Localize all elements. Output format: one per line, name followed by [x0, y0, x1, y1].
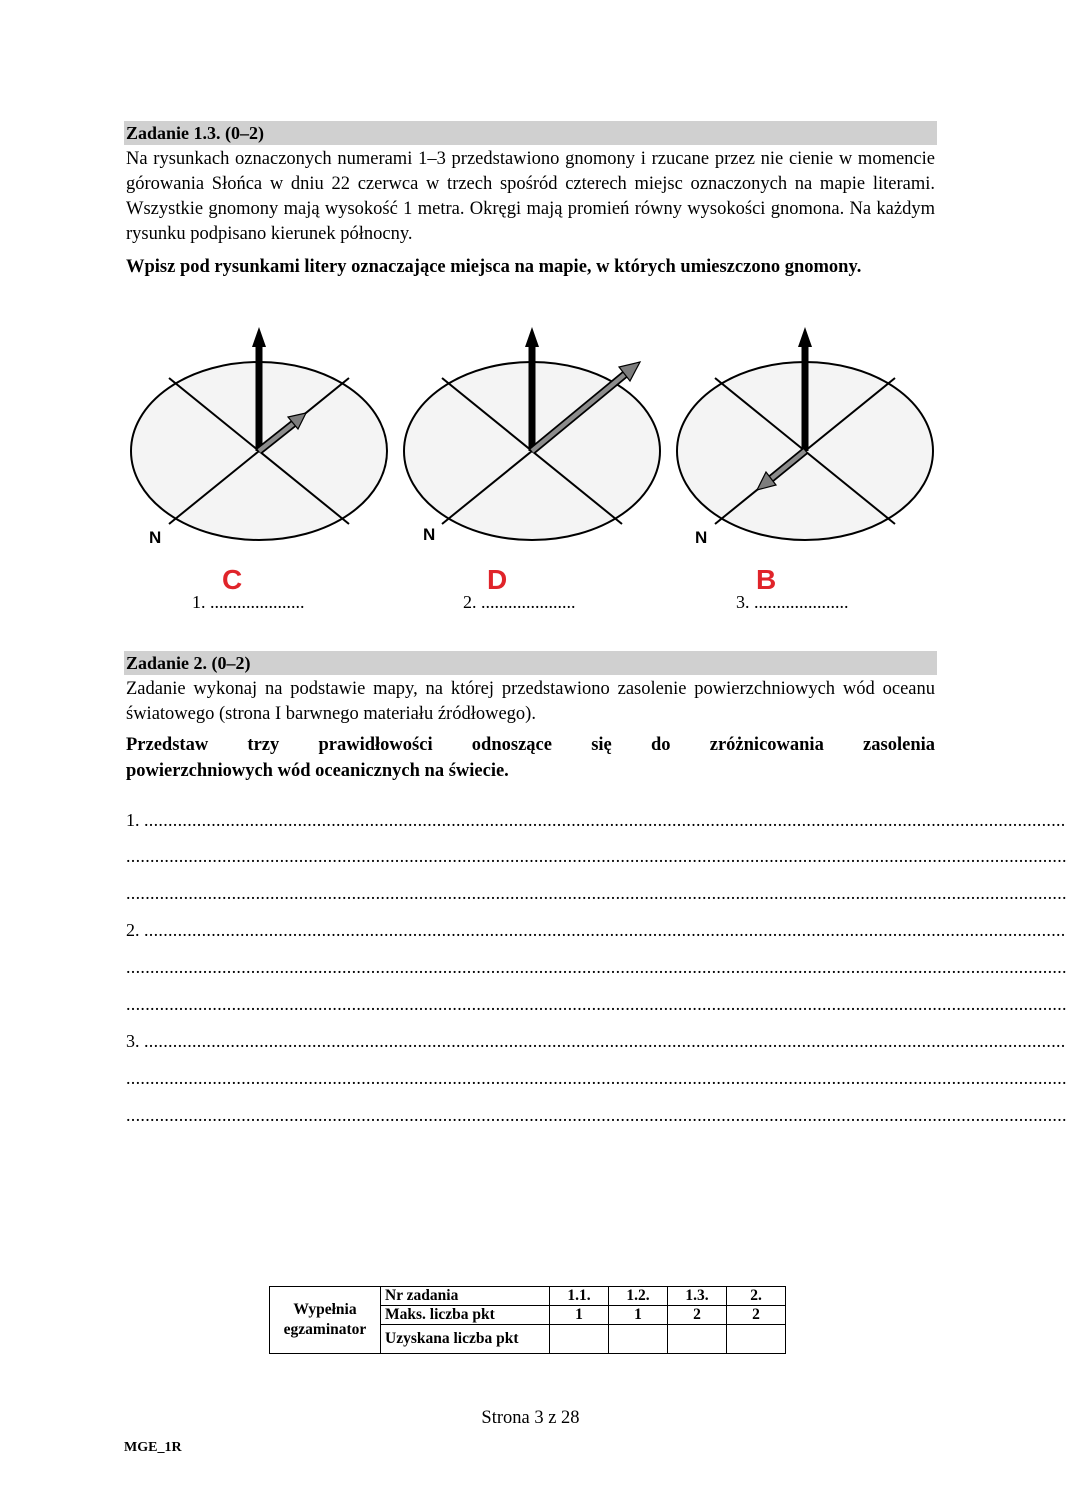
row-task-label: Nr zadania [381, 1287, 550, 1306]
task-number-cell: 2. [727, 1287, 786, 1306]
answer-line-3c[interactable]: .................................................................................................................................................................................................... [126, 1105, 1067, 1125]
answer-slot-3[interactable]: 3. ..................... [736, 592, 849, 612]
got-points-cell[interactable] [609, 1325, 668, 1354]
score-table-who: Wypełnia egzaminator [270, 1287, 381, 1354]
answer-letter-1: C [222, 564, 243, 595]
task-2-instruction-line-1: Przedstaw trzy prawidłowości odnoszące się do zróżnicowania zasolenia [126, 735, 935, 755]
answer-line-2c[interactable]: .................................................................................................................................................................................................... [126, 994, 1067, 1014]
answer-number-1: 1. [126, 810, 140, 830]
answer-line-1b[interactable]: .................................................................................................................................................................................................... [126, 846, 1067, 866]
max-points-cell: 1 [609, 1306, 668, 1325]
answer-slot-1[interactable]: 1. ..................... [192, 592, 305, 612]
answer-slot-2[interactable]: 2. ..................... [463, 592, 576, 612]
task-1-3-header: Zadanie 1.3. (0–2) [124, 121, 937, 145]
answer-line-3b[interactable]: .................................................................................................................................................................................................... [126, 1068, 1067, 1088]
answer-line-2b[interactable]: .................................................................................................................................................................................................... [126, 957, 1067, 977]
score-table [269, 1286, 786, 1354]
task-1-3-intro: Na rysunkach oznaczonych numerami 1–3 przedstawiono gnomony i rzucane przez nie cienie w momencie górowania Słońca w dniu 22 czerwca w trzech spośród czterech miejsc oznaczonych na mapie literami. Wszystkie gnomony mają wysokość 1 metra. Okręgi mają promień równy wysokości gnomona. Na każdym rysunku podpisano kierunek północny. [126, 149, 935, 244]
north-label-3: N [695, 528, 708, 547]
gnomon-figure-3 [675, 325, 940, 555]
answer-number-3: 3. [126, 1031, 140, 1051]
max-points-cell: 1 [550, 1306, 609, 1325]
task-2-intro: Zadanie wykonaj na podstawie mapy, na której przedstawiono zasolenie powierzchniowych wód oceanu światowego (strona I barwnego materiału źródłowego). [126, 679, 935, 724]
task-1-3-instruction: Wpisz pod rysunkami litery oznaczające miejsca na mapie, w których umieszczono gnomony. [126, 257, 862, 277]
answer-line-2a[interactable]: 2. ................................................................................................................................................................................................ [126, 920, 1066, 940]
got-points-cell[interactable] [550, 1325, 609, 1354]
task-number-cell: 1.3. [668, 1287, 727, 1306]
answer-letter-3: B [756, 564, 777, 595]
answer-line-1c[interactable]: .................................................................................................................................................................................................... [126, 883, 1067, 903]
max-points-cell: 2 [727, 1306, 786, 1325]
task-number-cell: 1.2. [609, 1287, 668, 1306]
north-label-1: N [149, 528, 162, 547]
exam-code: MGE_1R [124, 1440, 182, 1455]
page-number: Strona 3 z 28 [481, 1408, 580, 1428]
answer-line-3a[interactable]: 3. ................................................................................................................................................................................................ [126, 1031, 1066, 1051]
gnomon-figure-2 [401, 325, 666, 555]
answer-line-1a[interactable]: 1. ................................................................................................................................................................................................ [126, 810, 1066, 830]
task-2-instruction-line-2: powierzchniowych wód oceanicznych na świecie. [126, 761, 509, 781]
north-label-2: N [423, 525, 436, 544]
row-max-label: Maks. liczba pkt [381, 1306, 550, 1325]
got-points-cell[interactable] [727, 1325, 786, 1354]
task-number-cell: 1.1. [550, 1287, 609, 1306]
task-2-header: Zadanie 2. (0–2) [124, 651, 937, 675]
row-got-label: Uzyskana liczba pkt [381, 1325, 550, 1354]
got-points-cell[interactable] [668, 1325, 727, 1354]
max-points-cell: 2 [668, 1306, 727, 1325]
gnomon-figure-1 [128, 325, 393, 555]
answer-number-2: 2. [126, 920, 140, 940]
answer-letter-2: D [487, 564, 508, 595]
